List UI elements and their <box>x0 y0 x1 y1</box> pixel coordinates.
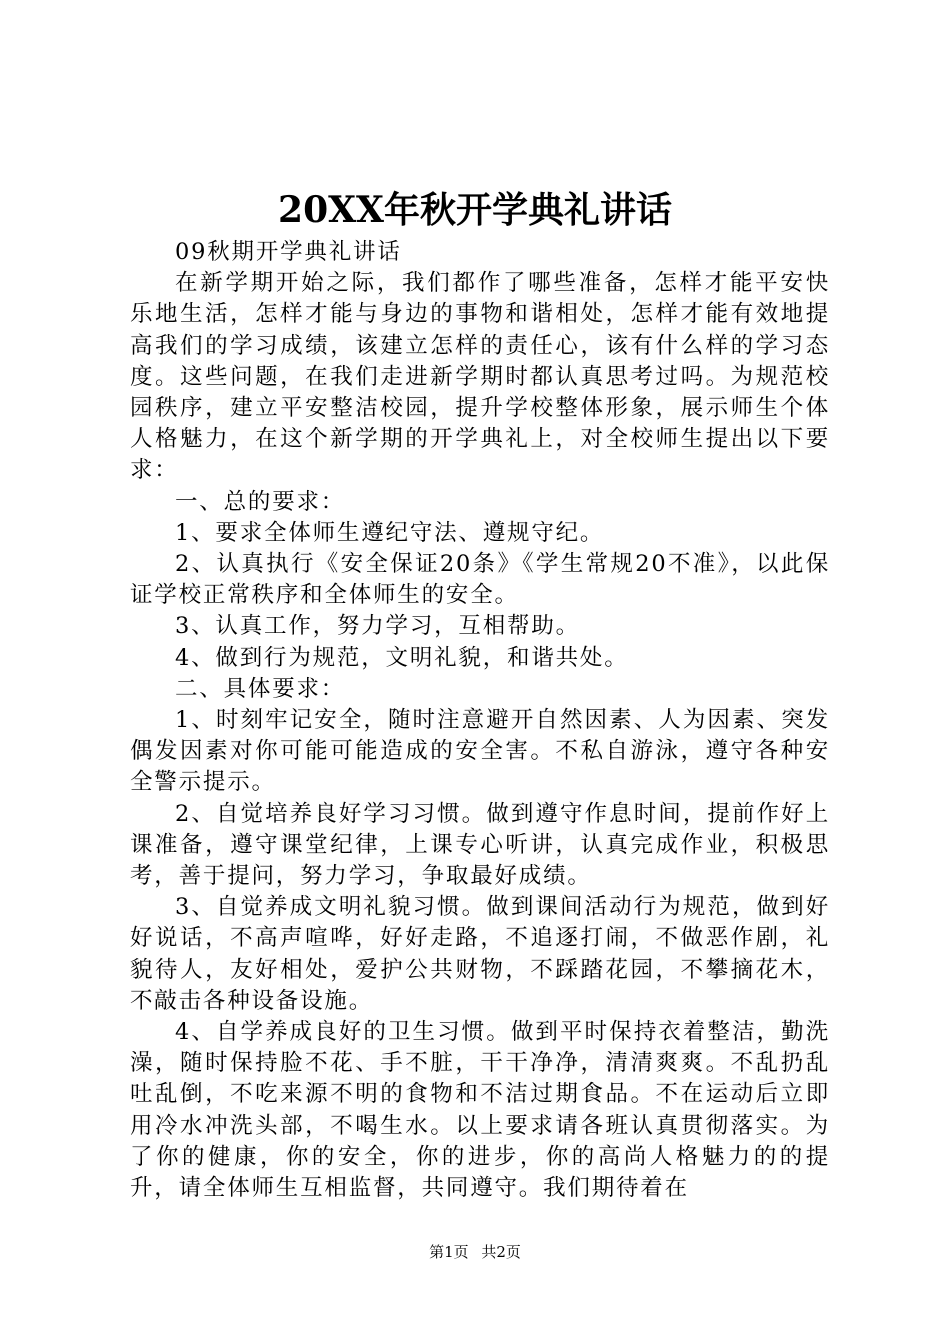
paragraph-subtitle: 09秋期开学典礼讲话 <box>175 239 402 265</box>
paragraph-general-3: 3、认真工作，努力学习，互相帮助。 <box>175 613 580 640</box>
paragraph-intro: 在新学期开始之际，我们都作了哪些准备，怎样才能平安快乐地生活，怎样才能与身边的事物和谐相处，怎样才能有效地提高我们的学习成绩，该建立怎样的责任心，该有什么样的学习态度。这些问题，在我们走进新学期时都认真思考过吗。为规范校园秩序，建立平安整洁校园，提升学校整体形象，展示师生个体人格魅力，在这个新学期的开学典礼上，对全校师生提出以下要求： <box>130 270 830 484</box>
heading-specific-requirements: 二、具体要求： <box>175 675 346 702</box>
paragraph-general-1: 1、要求全体师生遵纪守法、遵规守纪。 <box>175 519 605 546</box>
page-total: 共2页 <box>481 1243 521 1261</box>
page-footer <box>0 1240 950 1264</box>
paragraph-specific-2: 2、自觉培养良好学习习惯。做到遵守作息时间，提前作好上课准备，遵守课堂纪律，上课专心听讲，认真完成作业，积极思考，善于提问，努力学习，争取最好成绩。 <box>130 800 830 890</box>
paragraph-general-4: 4、做到行为规范，文明礼貌，和谐共处。 <box>175 644 629 671</box>
document-title: 20XX年秋开学典礼讲话 <box>278 189 672 231</box>
paragraph-general-2: 2、认真执行《安全保证20条》《学生常规20不准》，以此保证学校正常秩序和全体师生的安全。 <box>130 551 830 609</box>
paragraph-specific-4: 4、自学养成良好的卫生习惯。做到平时保持衣着整洁，勤洗澡，随时保持脸不花、手不脏，干干净净，清清爽爽。不乱扔乱吐乱倒，不吃来源不明的食物和不洁过期食品。不在运动后立即用冷水冲洗头部，不喝生水。以上要求请各班认真贯彻落实。为了你的健康，你的安全，你的进步，你的高尚人格魅力的的提升，请全体师生互相监督，共同遵守。我们期待着在 <box>130 1019 830 1202</box>
paragraph-specific-1: 1、时刻牢记安全，随时注意避开自然因素、人为因素、突发偶发因素对你可能可能造成的安全害。不私自游泳，遵守各种安全警示提示。 <box>130 707 830 796</box>
document-body <box>130 237 830 1204</box>
page-number: 第1页 <box>429 1243 469 1261</box>
heading-general-requirements: 一、总的要求： <box>175 488 346 515</box>
paragraph-specific-3: 3、自觉养成文明礼貌习惯。做到课间活动行为规范，做到好好说话，不高声喧哗，好好走路，不追逐打闹，不做恶作剧，礼貌待人，友好相处，爱护公共财物，不踩踏花园，不攀摘花木，不敲击各种设备设施。 <box>130 894 830 1014</box>
